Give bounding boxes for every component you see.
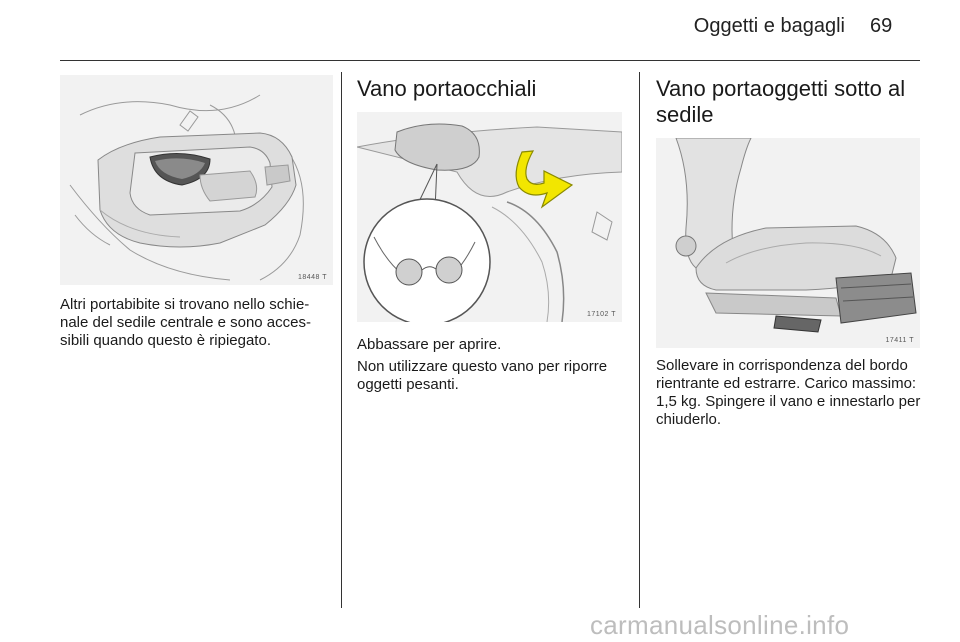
section-title-underseat: Vano portaoggetti sotto al sedile (656, 76, 906, 127)
underseat-drawer-illustration (656, 138, 920, 348)
page-number: 69 (870, 15, 893, 37)
watermark: carmanualsonline.info (590, 610, 850, 640)
sunglasses-instruction-open: Abbassare per aprire. (357, 336, 502, 353)
page-header-title: Oggetti e bagagli (693, 15, 845, 37)
column-divider-2 (639, 72, 640, 608)
header-divider (60, 60, 920, 61)
cupholder-description: Altri portabibite si trovano nello schie-nale del sedile centrale e sono acces-sibili quando questo è ripiegato. (60, 296, 311, 349)
figure-code: 17102 T (586, 311, 616, 318)
figure-code: 17411 T (885, 337, 914, 344)
sunglasses-holder-illustration (357, 112, 622, 322)
figure-code: 18448 T (297, 274, 327, 281)
column-divider-1 (341, 72, 342, 608)
underseat-instructions: Sollevare in corrispondenza del bordo rientrante ed estrarre. Carico massimo: 1,5 kg. Spingere il vano e innestarlo per chiuderlo. (656, 357, 921, 428)
cupholder-illustration (60, 75, 333, 285)
sunglasses-instruction-warning: Non utilizzare questo vano per riporre oggetti pesanti. (357, 358, 608, 393)
section-title-sunglasses: Vano portaocchiali (357, 76, 537, 101)
